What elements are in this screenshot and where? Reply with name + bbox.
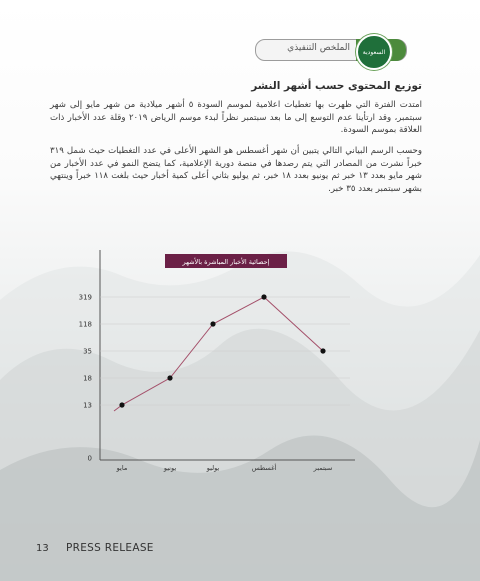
x-tick-label: يونيو xyxy=(163,464,177,472)
series-line xyxy=(114,297,323,411)
y-tick-label: 319 xyxy=(78,293,92,302)
logo-text: السعودية xyxy=(362,48,386,56)
chart-title: إحصائية الأخبار المباشرة بالأشهر xyxy=(182,258,270,266)
data-point xyxy=(210,321,215,326)
paragraph-2: وحسب الرسم البياني التالي يتبين أن شهر أغسطس هو الشهر الأعلى في عدد التغطيات حيث شمل ٣١٩ خبراً نشرت من المصادر التي يتم رصدها في منصة دورية الإعلامية، كما يتضح النمو في عدد الأخبار من شهر مايو بعدد ١٣ خبر ثم يونيو بعدد ١٨ خبر، ثم يوليو بثاني أعلى كمية أخبار حيث بلغت ١١٨ خبراً وينتهي بشهر سبتمبر بعدد ٣٥ خبر. xyxy=(50,146,422,194)
y-tick-label: 0 xyxy=(87,454,92,463)
x-tick-label: مايو xyxy=(116,464,128,472)
y-tick-label: 35 xyxy=(83,347,92,356)
y-tick-label: 118 xyxy=(78,320,92,329)
y-tick-label: 13 xyxy=(83,401,92,410)
data-point xyxy=(320,348,325,353)
data-point xyxy=(261,294,266,299)
x-tick-label: يوليو xyxy=(206,464,220,472)
page-number: 13 xyxy=(36,543,49,554)
saudi-logo xyxy=(356,34,392,70)
x-tick-label: سبتمبر xyxy=(313,464,333,472)
data-point xyxy=(167,375,172,380)
y-tick-label: 18 xyxy=(83,374,92,383)
x-tick-label: أغسطس xyxy=(251,464,277,472)
header-title: الملخص التنفيذي xyxy=(287,43,350,53)
footer-label: PRESS RELEASE xyxy=(66,542,154,554)
section-title: توزيع المحتوى حسب أشهر النشر xyxy=(251,80,422,92)
data-point xyxy=(119,402,124,407)
paragraph-1: امتدت الفترة التي ظهرت بها تغطيات اعلامية لموسم السودة ٥ أشهر ميلادية من شهر مايو إلى شهر سبتمبر، وقد ارتأينا عدم التوسع إلى ما بعد سبتمبر نظراً لبدء موسم الرياض ٢٠١٩ وقلة عدد الأخبار ذات العلاقة بموسم السودة. xyxy=(50,100,422,135)
